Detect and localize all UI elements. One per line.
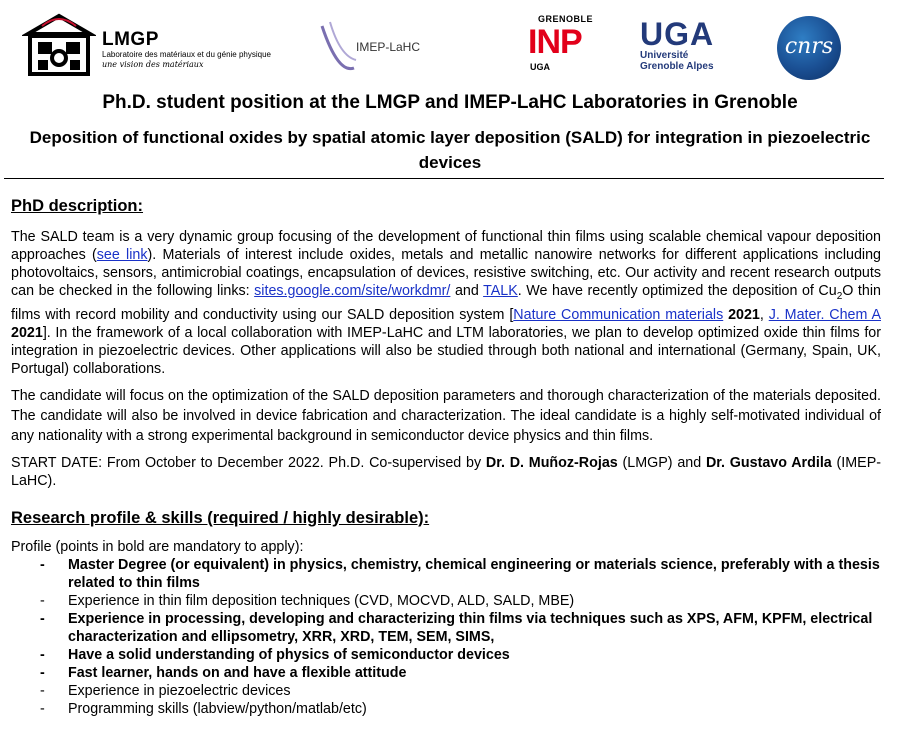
list-item: - Have a solid understanding of physics of semiconductor devices (11, 646, 881, 664)
cnrs-logo: cnrs (777, 16, 841, 80)
profile-intro: Profile (points in bold are mandatory to apply): (11, 538, 304, 555)
workdmr-link[interactable]: sites.google.com/site/workdmr/ (254, 283, 451, 299)
section-heading-phd-description: PhD description: (11, 197, 144, 215)
lmgp-logo-text: LMGP Laboratoire des matériaux et du génie physique une vision des matériaux (102, 29, 271, 69)
document-body (11, 196, 881, 718)
grenoble-inp-logo: GRENOBLE INP UGA (528, 14, 594, 72)
divider (4, 178, 884, 179)
page-subtitle: Deposition of functional oxides by spatial atomic layer deposition (SALD) for integration in piezoelectric devices (29, 128, 871, 172)
list-item: - Master Degree (or equivalent) in physics, chemistry, chemical engineering or materials science, preferably with a thesis related to thin films (11, 556, 881, 592)
list-item: - Experience in processing, developing and characterizing thin films via techniques such as XPS, AFM, KPFM, electrical characterization and ellipsometry, XRR, XRD, TEM, SEM, SIMS, (11, 610, 881, 646)
imep-lahc-logo: IMEP-LaHC (318, 16, 428, 76)
see-link[interactable]: see link (96, 247, 148, 263)
logo-bar (0, 0, 900, 86)
uga-logo: UGA Université Grenoble Alpes (640, 16, 715, 72)
talk-link[interactable]: TALK (483, 283, 518, 299)
paragraph-start-date: START DATE: From October to December 2022. Ph.D. Co-supervised by Dr. D. Muñoz-Rojas (LMGP) and Dr. Gustavo Ardila (IMEP-LaHC). (11, 454, 881, 489)
lmgp-logo-icon (22, 12, 96, 78)
section-heading-research-profile: Research profile & skills (required / highly desirable): (11, 508, 430, 527)
list-item: - Programming skills (labview/python/matlab/etc) (11, 700, 881, 718)
list-item: - Experience in thin film deposition techniques (CVD, MOCVD, ALD, SALD, MBE) (11, 592, 881, 610)
paragraph-sald-team: The SALD team is a very dynamic group focusing of the development of functional thin films using scalable chemical vapour deposition approaches (see link). Materials of interest include oxides, metals and metallic nanowire networks for different applications including photovoltaics, sensors, antimicrobial coatings, encapsulation of devices, resistive switching, etc. Our activity and recent research outputs can be checked in the following links: sites.google.com/site/workdmr/ and TALK. We have recently optimized the deposition of $Cu_2O$ thin films with record mobility and conductivity using our SALD deposition system [Nature Communication materials 2021, J. Mater. Chem A 2021]. In the framework of a local collaboration with IMEP-LaHC and LTM laboratories, we plan to develop optimized oxide thin films for integration in piezoelectric devices. Other applications will also be studied through both national and international (Germany, Spain, UK, Portugal) collaborations. (11, 229, 881, 377)
paragraph-candidate: The candidate will focus on the optimization of the SALD deposition parameters and thorough characterization of the materials deposited. The candidate will also be involved in device fabrication and characterization. The ideal candidate is a highly self-motivated individual of any nationality with a strong experimental background in semiconductor device physics and thin films. (11, 387, 881, 444)
list-item: - Fast learner, hands on and have a flexible attitude (11, 664, 881, 682)
nature-communication-link[interactable]: Nature Communication materials (513, 306, 724, 323)
skills-list (11, 556, 881, 718)
list-item: - Experience in piezoelectric devices (11, 682, 881, 700)
jmater-chem-link[interactable]: J. Mater. Chem A (768, 306, 881, 323)
page-title: Ph.D. student position at the LMGP and IMEP-LaHC Laboratories in Grenoble (102, 92, 798, 113)
